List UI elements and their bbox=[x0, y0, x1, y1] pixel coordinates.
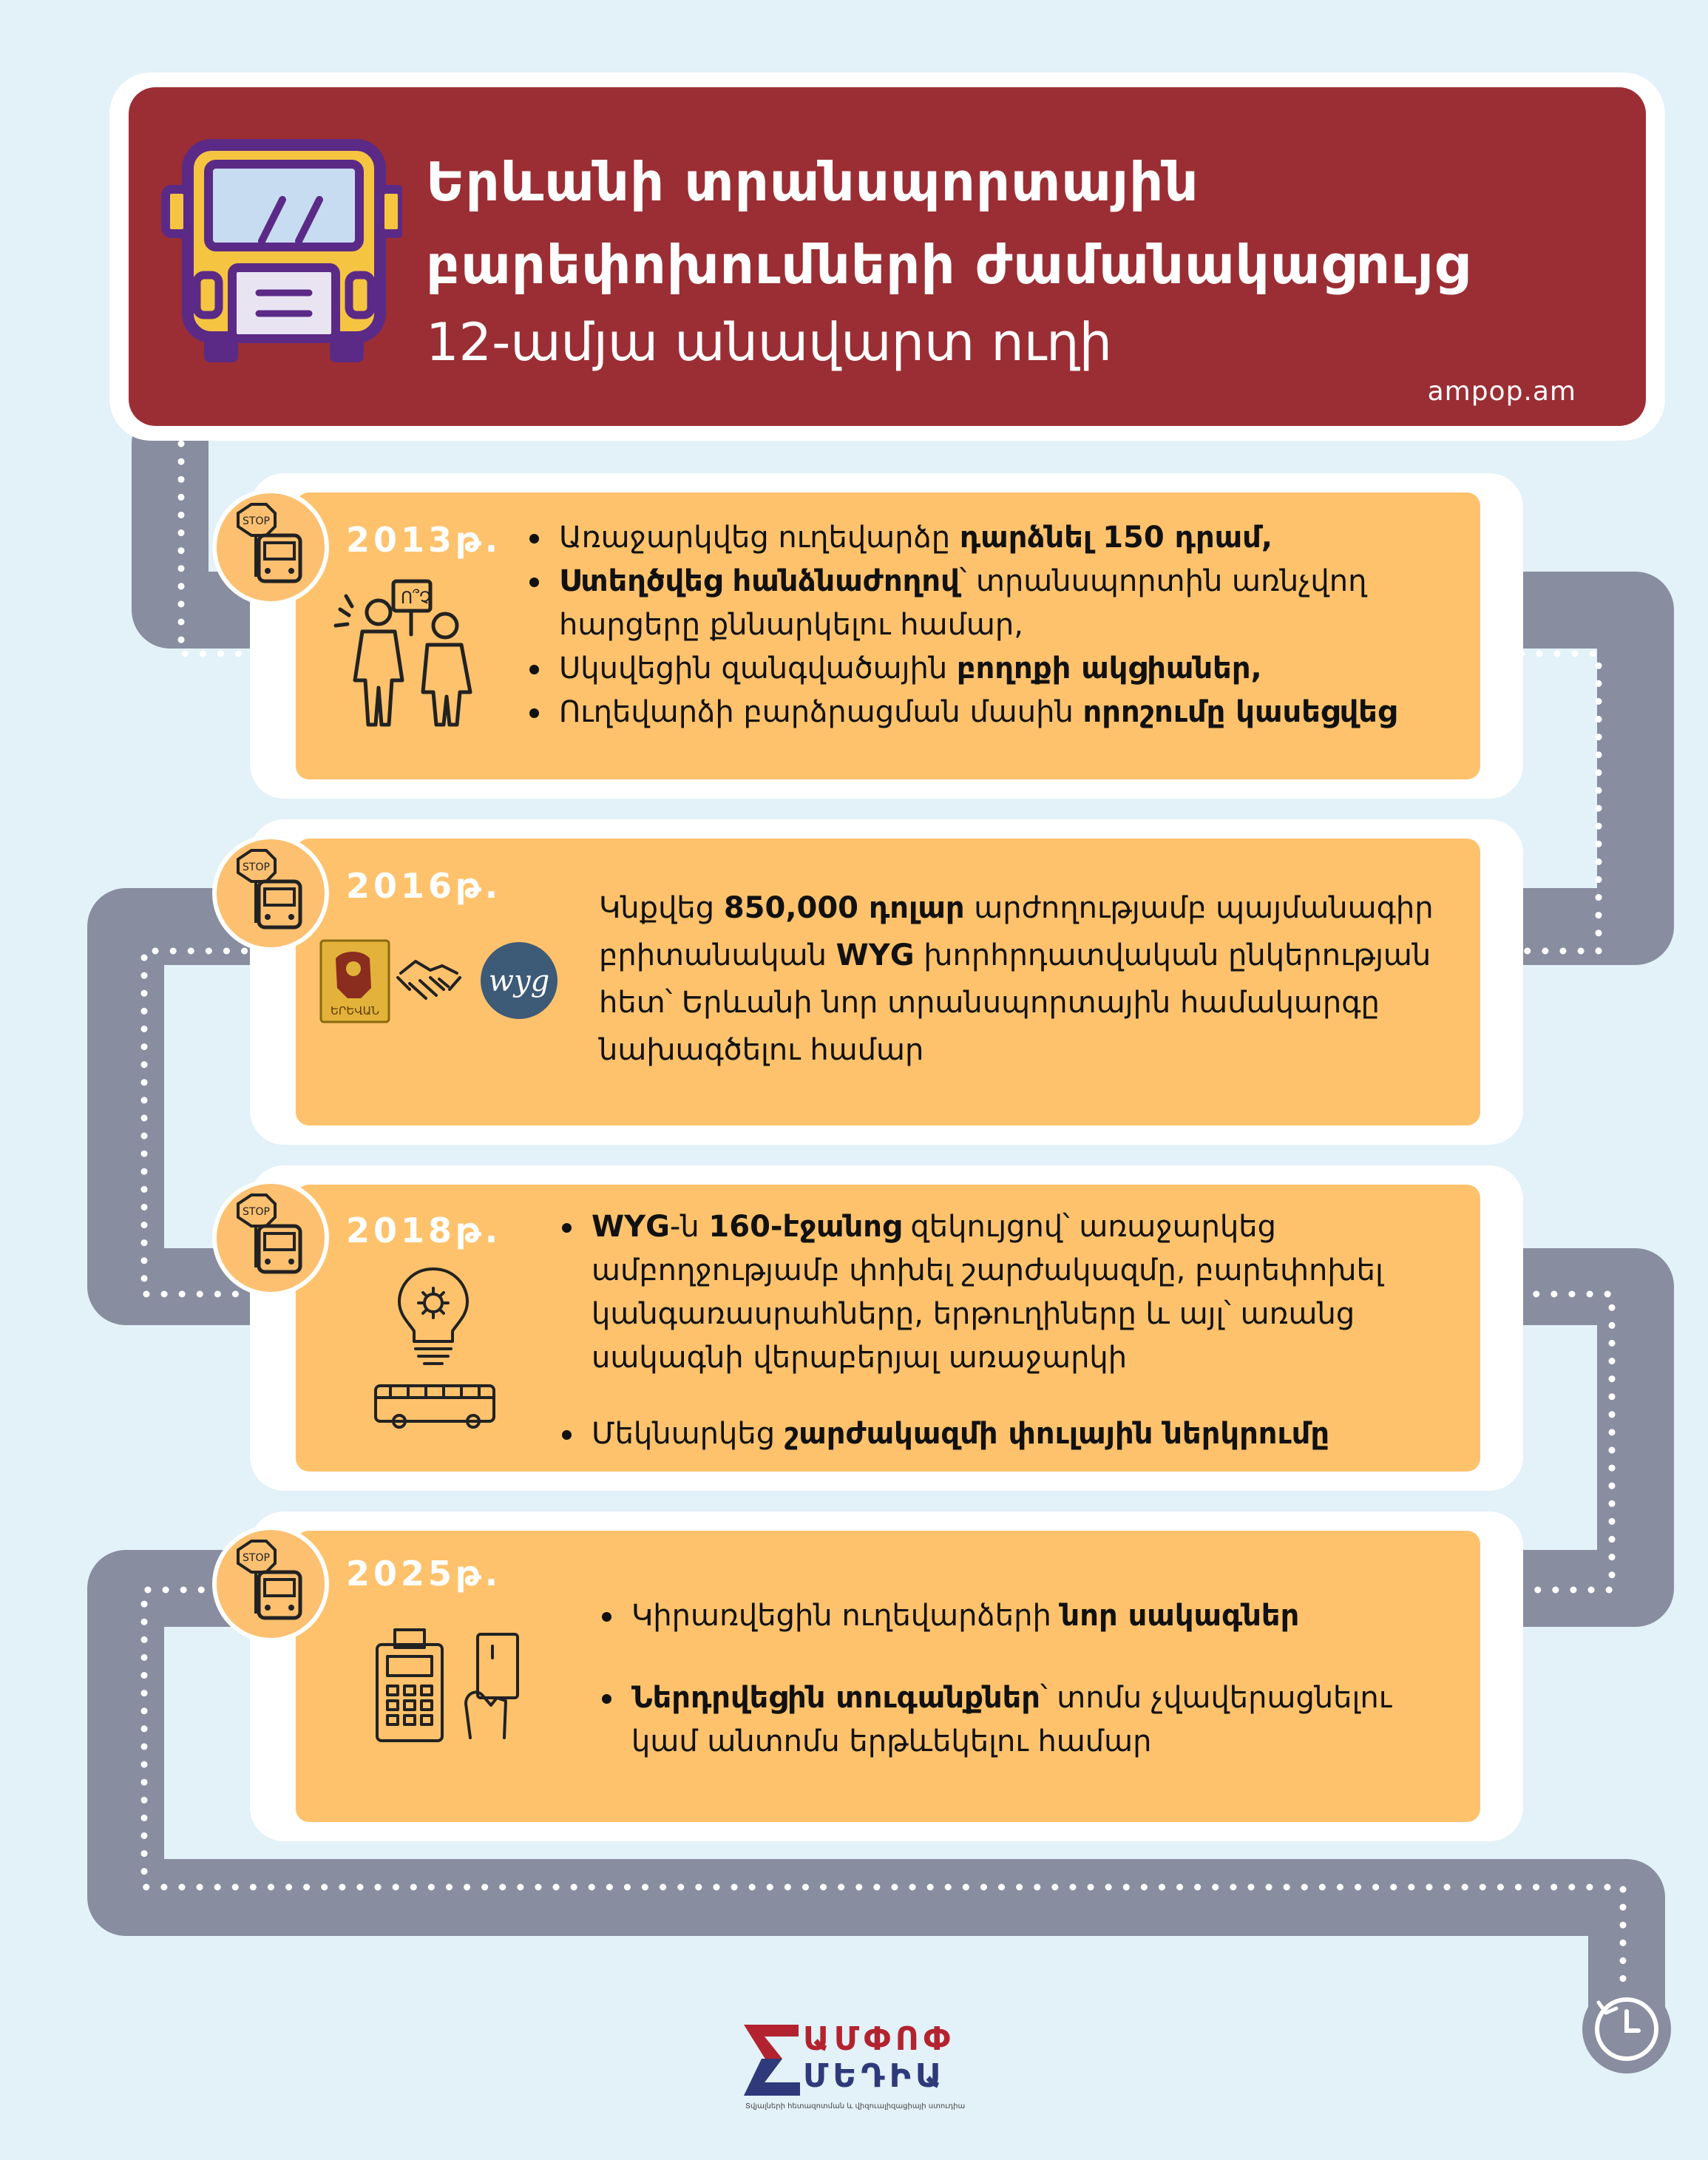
list-item: WYG-ն 160-էջանոց զեկույցով՝ առաջարկեց bbox=[559, 1205, 1383, 1249]
idea-bus-icon bbox=[370, 1264, 503, 1435]
logo-tagline: Տվյալների հետազոտման և վիզուալիզացիայի ստուդիա bbox=[745, 2102, 966, 2110]
bus-icon bbox=[158, 138, 402, 374]
text-line: բրիտանական WYG խորհրդատվական ընկերության bbox=[599, 938, 1431, 972]
partnership-icon bbox=[318, 936, 569, 1025]
year-label-2013: 2013թ. bbox=[346, 520, 502, 560]
list-item: Մեկնարկեց շարժակազմի փուլային ներկրումը bbox=[559, 1412, 1383, 1456]
list-item: Ներդրվեցին տուգանքներ՝ տոմս չվավերացնելու bbox=[599, 1676, 1392, 1720]
header-banner bbox=[129, 87, 1646, 426]
page-title bbox=[426, 140, 1609, 306]
logo-text-bottom: ՄԵԴԻԱ bbox=[803, 2057, 946, 2095]
svg-text:Ո՞Չ: Ո՞Չ bbox=[401, 589, 431, 608]
list-item-continuation: կամ անտոմս երթևեկելու համար bbox=[631, 1724, 1152, 1758]
description-2016 bbox=[599, 884, 1434, 1074]
stop-bus-badge-icon bbox=[211, 834, 330, 952]
source-link[interactable]: ampop.am bbox=[1427, 376, 1576, 407]
text-line: հետ՝ Երևանի նոր տրանսպորտային համակարգը bbox=[599, 986, 1380, 1020]
svg-text:STOP: STOP bbox=[243, 1552, 270, 1564]
sigma-logo-icon bbox=[739, 2020, 806, 2102]
list-item: Ուղեվարձի բարձրացման մասին որոշումը կասեցվեց bbox=[526, 691, 1397, 734]
text-line: նախագծելու համար bbox=[599, 1033, 924, 1067]
yerevan-logo-text: ԵՐԵՎԱՆ bbox=[330, 1004, 380, 1018]
ampop-media-logo bbox=[739, 2017, 966, 2121]
title-line-1: Երևանի տրանսպորտային bbox=[426, 151, 1199, 213]
year-label-2018: 2018թ. bbox=[346, 1211, 502, 1250]
clock-icon bbox=[1576, 1979, 1677, 2079]
svg-text:STOP: STOP bbox=[243, 515, 270, 527]
list-item-continuation: հարցերը քննարկելու համար, bbox=[559, 608, 1023, 642]
bullet-list-2013 bbox=[526, 516, 1397, 734]
payment-terminal-icon bbox=[373, 1627, 528, 1745]
title-line-2: բարեփոխումների ժամանակացույց bbox=[426, 234, 1470, 296]
list-item: Ստեղծվեց հանձնաժողով՝ տրանսպորտին առնչվող bbox=[526, 560, 1397, 603]
page-subtitle: 12-ամյա անավարտ ուղի bbox=[426, 312, 1112, 373]
bullet-list-2025 bbox=[599, 1594, 1392, 1764]
list-item-continuation: սակագնի վերաբերյալ առաջարկի bbox=[592, 1341, 1128, 1375]
year-label-2025: 2025թ. bbox=[346, 1554, 502, 1594]
year-label-2016: 2016թ. bbox=[346, 866, 502, 906]
list-item-continuation: կանգառասրահները, երթուղիները և այլ՝ առանց bbox=[592, 1297, 1355, 1331]
logo-text-top: ԱՄՓՈՓ bbox=[803, 2020, 955, 2058]
list-item: Առաջարկվեց ուղեվարձը դարձնել 150 դրամ, bbox=[526, 516, 1397, 560]
stop-bus-badge-icon bbox=[211, 1525, 330, 1643]
stop-bus-badge-icon bbox=[211, 1179, 330, 1297]
list-item: Կիրառվեցին ուղեվարձերի նոր սակագներ bbox=[599, 1594, 1392, 1638]
list-item: Սկսվեցին զանգվածային բողոքի ակցիաներ, bbox=[526, 647, 1397, 691]
protest-icon bbox=[330, 577, 500, 732]
wyg-logo-text: wyg bbox=[488, 964, 550, 998]
svg-text:STOP: STOP bbox=[243, 861, 270, 873]
text-line: Կնքվեց 850,000 դոլար արժողությամբ պայմանագիր bbox=[599, 891, 1434, 925]
bullet-list-2018 bbox=[559, 1205, 1383, 1456]
list-item-continuation: ամբողջությամբ փոխել շարժակազմը, բարեփոխել bbox=[592, 1253, 1383, 1287]
stop-bus-badge-icon bbox=[211, 488, 330, 606]
svg-text:STOP: STOP bbox=[243, 1206, 270, 1218]
